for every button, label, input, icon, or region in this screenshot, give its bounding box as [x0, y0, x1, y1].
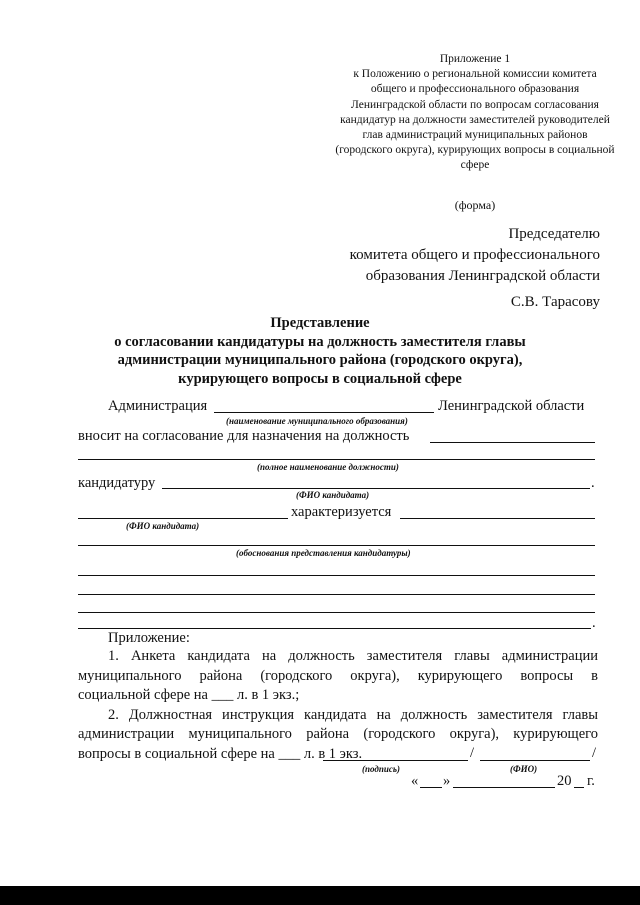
attachment-2-line-1: 2. Должностная инструкция кандидата на должность заместителя главы	[108, 706, 598, 723]
signature-slash-1: /	[470, 745, 475, 761]
candidate-caption-1: (ФИО кандидата)	[296, 490, 370, 500]
position-caption: (полное наименование должности)	[257, 462, 399, 472]
position-field[interactable]	[78, 459, 595, 460]
title-heading: Представление	[270, 315, 370, 331]
scan-border-bar	[0, 886, 640, 905]
justification-period: .	[592, 615, 596, 631]
addressee-line-3: образования Ленинградской области	[365, 268, 600, 284]
candidacy-period: .	[591, 475, 595, 491]
appendix-header: Приложение 1 к Положению о региональной комиссии комитета общего и профессионального образования Ленинградской области по вопросам согласования кандидатур на должности заместителей руководителей глав администраций муниципальных районов (городского округа), курирующих вопросы в социальной сфере	[335, 53, 615, 172]
characterization-field-start[interactable]	[400, 518, 595, 519]
signature-field[interactable]	[323, 760, 468, 761]
attachment-2-line-2: администрации муниципального района (городского округа), курирующего	[78, 726, 598, 742]
attachments-list	[78, 647, 598, 764]
document-title	[60, 314, 580, 388]
candidate-caption-2: (ФИО кандидата)	[126, 521, 200, 531]
attachment-2-line-3: вопросы в социальной сфере на ___ л. в 1 экз.	[78, 745, 363, 762]
administration-label: Администрация	[108, 398, 208, 414]
justification-line-2[interactable]	[78, 575, 595, 576]
addressee-name: С.В. Тарасову	[510, 294, 600, 310]
name-field[interactable]	[480, 760, 590, 761]
municipality-field[interactable]	[214, 412, 434, 413]
justification-caption: (обоснования представления кандидатуры)	[236, 548, 411, 558]
candidate-name-field[interactable]	[162, 488, 590, 489]
form-label: (форма)	[454, 198, 496, 212]
submits-text: вносит на согласование для назначения на должность	[78, 428, 410, 444]
candidate-name-field-2[interactable]	[78, 518, 288, 519]
region-label: Ленинградской области	[438, 398, 585, 414]
addressee-line-1: Председателю	[508, 226, 600, 242]
date-month-field[interactable]	[453, 787, 555, 788]
signature-caption: (подпись)	[362, 764, 400, 774]
justification-field[interactable]	[78, 545, 595, 546]
justification-line-4[interactable]	[78, 612, 595, 613]
date-quote-open: «	[411, 773, 419, 789]
candidacy-label: кандидатуру	[78, 475, 156, 491]
justification-line-3[interactable]	[78, 594, 595, 595]
attachment-1-line-2: муниципального района (городского округа), курирующего вопросы в	[78, 667, 598, 684]
title-line-2: администрации муниципального района (городского округа),	[117, 352, 523, 368]
name-caption: (ФИО)	[510, 764, 538, 774]
title-line-1: о согласовании кандидатуры на должность заместителя главы	[114, 333, 526, 350]
date-year-suffix: г.	[587, 773, 595, 789]
position-field-start[interactable]	[430, 442, 595, 443]
attachment-1-line-3: социальной сфере на ___ л. в 1 экз.;	[78, 687, 300, 703]
signature-slash-2: /	[592, 745, 597, 761]
title-line-3: курирующего вопросы в социальной сфере	[178, 370, 462, 387]
addressee-block	[350, 224, 600, 287]
municipality-caption: (наименование муниципального образования)	[226, 416, 408, 426]
attachments-label: Приложение:	[108, 630, 190, 646]
date-quote-close: »	[443, 773, 451, 789]
addressee-line-2: комитета общего и профессионального	[349, 247, 600, 263]
date-year-prefix: 20	[557, 773, 572, 789]
characterized-label: характеризуется	[291, 504, 392, 520]
attachment-1-line-1: 1. Анкета кандидата на должность заместителя главы администрации	[108, 648, 598, 664]
date-year-field[interactable]	[574, 787, 584, 788]
date-day-field[interactable]	[420, 787, 442, 788]
